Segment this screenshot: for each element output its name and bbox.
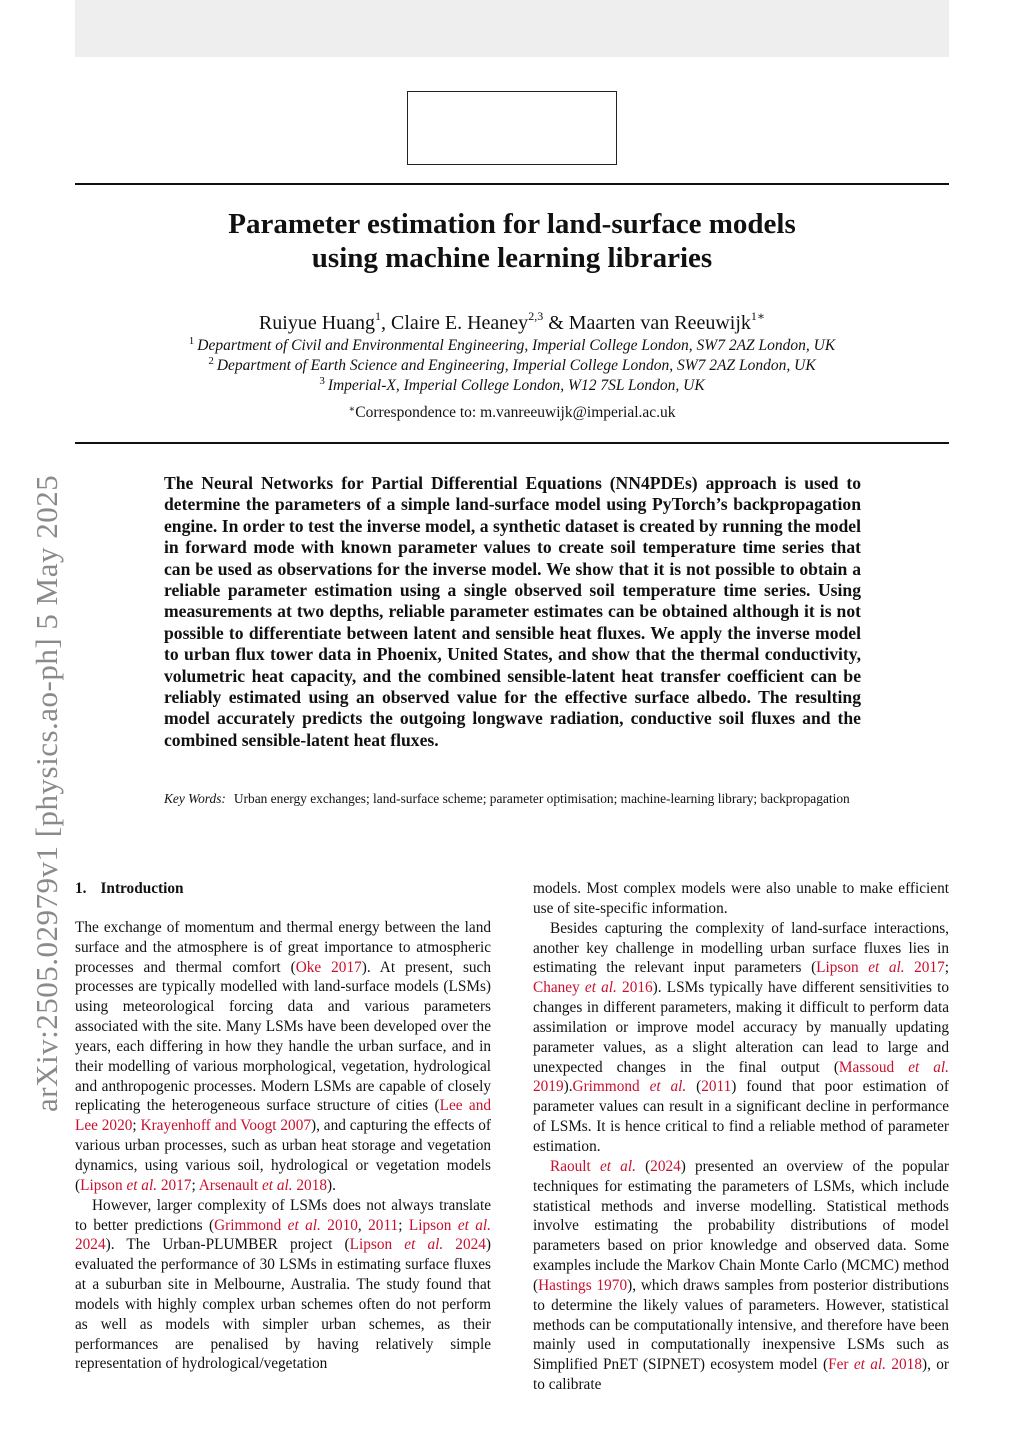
abstract: The Neural Networks for Partial Differential Equations (NN4PDEs) approach is used to determine the parameters of a simple land-surface model using PyTorch’s backpropagation engine. In order to test the inverse model, a synthetic dataset is created by running the model in forward mode with known parameter values to create soil temperature time series that can be used as observations for the inverse model. We show that it is not possible to obtain a reliable parameter estimation using a single observed soil temperature time series. Using measurements at two depths, reliable parameter estimates can be obtained although it is not possible to differentiate between latent and sensible heat fluxes. We apply the inverse model to urban flux tower data in Phoenix, United States, and show that the thermal conductivity, volumetric heat capacity, and the combined sensible-latent heat transfer coefficient can be reliably estimated using an observed value for the effective surface albedo. The resulting model accurately predicts the outgoing longwave radiation, conductive soil fluxes and the combined sensible-latent heat fluxes. [164,473,861,750]
citation-link[interactable]: Raoult [550,1157,600,1175]
citation-link[interactable]: 2024 [443,1236,486,1254]
text-run: ; [398,1216,409,1234]
citation-link[interactable]: Lipson [80,1176,127,1194]
citation-link[interactable]: et al. [584,979,617,997]
author-separator: & [543,312,569,334]
affiliation-3 [75,371,949,396]
text-run: ). [563,1078,573,1096]
correspondence-text: Correspondence to: m.vanreeuwijk@imperial.ac.uk [355,404,676,421]
text-run: ). LSMs typically have different sensitivities to changes in different parameters, making it difficult to perform data assimilation or improve model accuracy by manually updating parameter values, as a slight alteration can lead to large and unexpected changes in the final output ( [533,979,949,1076]
paragraph [533,879,949,919]
citation-link[interactable]: Fer [828,1356,854,1374]
citation-link[interactable]: 2018 [886,1356,922,1374]
citation-link[interactable]: et al. [908,1058,949,1076]
left-column [75,879,491,1374]
citation-link[interactable]: 2019 [533,1078,564,1096]
text-run: ) presented an overview of the popular techniques for estimating the parameters of LSMs, which include statistical methods and inverse modelling. Statistical methods involve estimating the probability distributions of model parameters based on prior knowledge and observed data. Some examples include the Markov Chain Monte Carlo (MCMC) method ( [533,1157,949,1294]
text-run: ). At present, such processes are typically modelled with land-surface models (LSMs) using meteorological forcing data and various parameters associated with the site. Many LSMs have been developed over the years, each differing in how they handle the urban surface, and in their modelling of various morphological, vegetation, hydrological and anthropogenic processes. Modern LSMs are capable of closely replicating the heterogeneous surface structure of cities ( [75,958,491,1115]
citation-link[interactable]: et al. [457,1216,492,1234]
correspondence [75,400,949,423]
citation-link[interactable]: Grimmond [572,1078,650,1096]
text-run: ). The Urban-PLUMBER project ( [105,1236,350,1254]
journal-logo-box [407,91,617,165]
citation-link[interactable]: et al. [868,959,905,977]
right-column [533,879,949,1395]
bottom-rule [75,442,949,444]
text-run: ; [132,1117,141,1135]
author-2: Claire E. Heaney [391,312,529,334]
text-run: models. Most complex models were also unable to make efficient use of site-specific information. [533,880,949,917]
author-2-affil: 2,3 [528,309,544,323]
text-run: ), which draws samples from posterior distributions to determine the likely values of parameters. However, statistical methods can be computationally intensive, and therefore have been mainly used in computationally inexpensive LSMs such as Simplified PnET (SIPNET) ecosystem model ( [533,1276,949,1374]
text-run: ), and capturing the effects of various urban processes, such as urban heat storage and vegetation dynamics, using various soil, hydrological or vegetation models ( [75,1117,492,1194]
citation-link[interactable]: Arsenault [198,1176,262,1194]
correspondence-mark: ∗ [348,404,356,415]
author-1: Ruiyue Huang [258,312,376,334]
top-rule [75,183,949,185]
affiliation-number: 1 [188,335,195,347]
citation-link[interactable]: 2010 [320,1216,358,1234]
text-run: ( [686,1078,702,1096]
citation-link[interactable]: Massoud [838,1058,909,1076]
citation-link[interactable]: et al. [126,1176,158,1194]
citation-link[interactable]: 2011 [368,1216,399,1234]
citation-link[interactable]: 2017 [904,959,945,977]
affiliation-text: Department of Civil and Environmental Engineering, Imperial College London, SW7 2AZ London, UK [197,337,836,354]
citation-link[interactable]: Hastings 1970 [538,1276,628,1294]
affiliation-number: 3 [319,375,325,387]
paper-title [75,207,949,275]
author-separator: , [381,312,392,334]
text-run: However, larger complexity of LSMs does not always translate to better predictions ( [75,1196,491,1234]
citation-link[interactable]: Oke 2017 [295,958,362,976]
citation-link[interactable]: et al. [853,1356,886,1374]
section-heading [75,879,491,899]
text-run: , [357,1216,369,1234]
title-line-2: using machine learning libraries [311,242,713,274]
citation-link[interactable]: Lipson [408,1216,458,1234]
citation-link[interactable]: 2024 [650,1157,681,1175]
citation-link[interactable]: et al. [287,1216,321,1234]
text-run: ; [191,1176,199,1194]
text-run: ) found that poor estimation of parameter values can result in a significant decline in performance of LSMs. It is hence critical to find a reliable method of parameter estimation. [533,1078,949,1155]
citation-link[interactable]: et al. [599,1157,636,1175]
text-run: Besides capturing the complexity of land-surface interactions, another key challenge in modelling urban surface fluxes lies in estimating the relevant input parameters ( [533,919,949,977]
section-title: Introduction [100,880,184,897]
citation-link[interactable]: 2017 [157,1176,192,1194]
affiliation-text: Department of Earth Science and Engineering, Imperial College London, SW7 2AZ London, UK [216,357,816,374]
citation-link[interactable]: 2024 [75,1236,106,1254]
citation-link[interactable]: 2011 [701,1078,732,1096]
citation-link[interactable]: Krayenhoff and Voogt 2007 [140,1117,312,1135]
affiliation-number: 2 [208,355,214,367]
citation-link[interactable]: et al. [261,1176,293,1194]
keywords [164,789,861,809]
citation-link[interactable]: Lipson [816,959,869,977]
citation-link[interactable]: et al. [649,1078,687,1096]
keywords-text: Urban energy exchanges; land-surface scheme; parameter optimisation; machine-learning library; backpropagation [233,791,850,806]
paragraph [533,1157,949,1395]
text-run: ; [944,959,949,977]
text-run: ). [327,1176,336,1194]
author-1-affil: 1 [375,309,382,323]
paragraph [75,1196,491,1375]
keywords-label: Key Words: [164,791,226,806]
citation-link[interactable]: Grimmond [214,1216,288,1234]
paragraph [533,919,949,1157]
text-run: The exchange of momentum and thermal energy between the land surface and the atmosphere is of great importance to atmospheric processes and thermal comfort ( [75,918,491,976]
text-run: ( [635,1157,651,1175]
title-line-1: Parameter estimation for land-surface models [228,208,796,240]
author-3: Maarten van Reeuwijk [568,312,751,334]
text-run: ) evaluated the performance of 30 LSMs in estimating surface fluxes at a suburban site in Melbourne, Australia. The study found that models with highly complex urban schemes often do not perform as well as models with simpler urban schemes, as their performances are penalised by having relatively simple representation of hydrological/vegetation [75,1236,491,1373]
citation-link[interactable]: Lipson [349,1236,405,1254]
citation-link[interactable]: 2018 [292,1176,327,1194]
citation-link[interactable]: et al. [404,1236,444,1254]
citation-link[interactable]: Lee and Lee 2020 [75,1097,491,1135]
section-number: 1. [75,880,87,897]
text-run: ), or to calibrate [533,1356,949,1394]
citation-link[interactable]: 2016 [616,979,653,997]
paragraph [75,918,491,1196]
citation-link[interactable]: Chaney [533,979,585,997]
author-3-affil: 1∗ [750,309,766,323]
header-band [75,0,949,57]
arxiv-identifier: arXiv:2505.02979v1 [physics.ao-ph] 5 May 2025 [29,474,64,1112]
affiliation-text: Imperial-X, Imperial College London, W12 7SL London, UK [327,377,705,394]
